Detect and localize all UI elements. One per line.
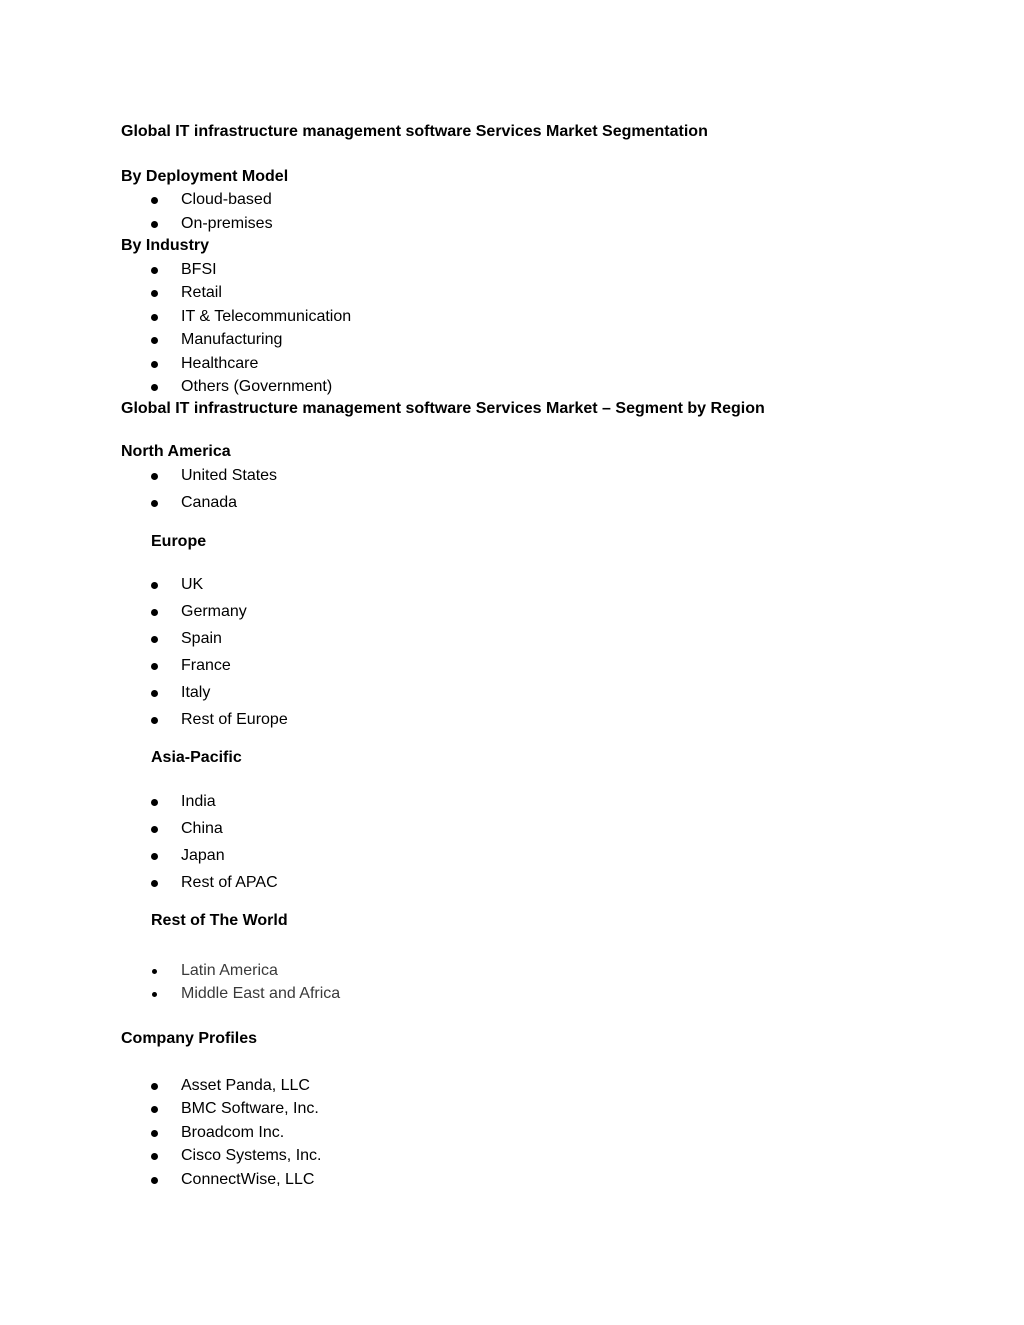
industry-heading: By Industry [121, 237, 210, 254]
bullet-icon [151, 1177, 158, 1184]
bullet-icon [151, 663, 158, 670]
bullet-icon [152, 992, 157, 997]
europe-heading: Europe [151, 533, 207, 550]
bullet-icon [151, 636, 158, 643]
bullet-icon [151, 880, 158, 887]
bullet-icon [151, 853, 158, 860]
bullet-icon [151, 473, 158, 480]
asia-pacific-heading: Asia-Pacific [151, 749, 242, 766]
bullet-icon [151, 384, 158, 391]
bullet-icon [151, 690, 158, 697]
bullet-icon [151, 337, 158, 344]
bullet-icon [151, 799, 158, 806]
bullet-icon [151, 609, 158, 616]
rest-of-world-heading: Rest of The World [151, 912, 288, 929]
bullet-icon [152, 969, 157, 974]
bullet-icon [151, 1130, 158, 1137]
bullet-icon [151, 500, 158, 507]
bullet-icon [151, 1153, 158, 1160]
region-title: Global IT infrastructure management software Services Market – Segment by Region [121, 400, 765, 417]
bullet-icon [151, 221, 158, 228]
deployment-heading: By Deployment Model [121, 168, 289, 185]
bullet-icon [151, 361, 158, 368]
bullet-icon [151, 314, 158, 321]
bullet-icon [151, 1083, 158, 1090]
bullet-icon [151, 826, 158, 833]
segmentation-title: Global IT infrastructure management software Services Market Segmentation [121, 123, 708, 140]
bullet-icon [151, 267, 158, 274]
bullet-icon [151, 717, 158, 724]
bullet-icon [151, 1106, 158, 1113]
bullet-icon [151, 582, 158, 589]
bullet-icon [151, 290, 158, 297]
company-profiles-heading: Company Profiles [121, 1030, 258, 1047]
north-america-heading: North America [121, 443, 231, 460]
bullet-icon [151, 197, 158, 204]
